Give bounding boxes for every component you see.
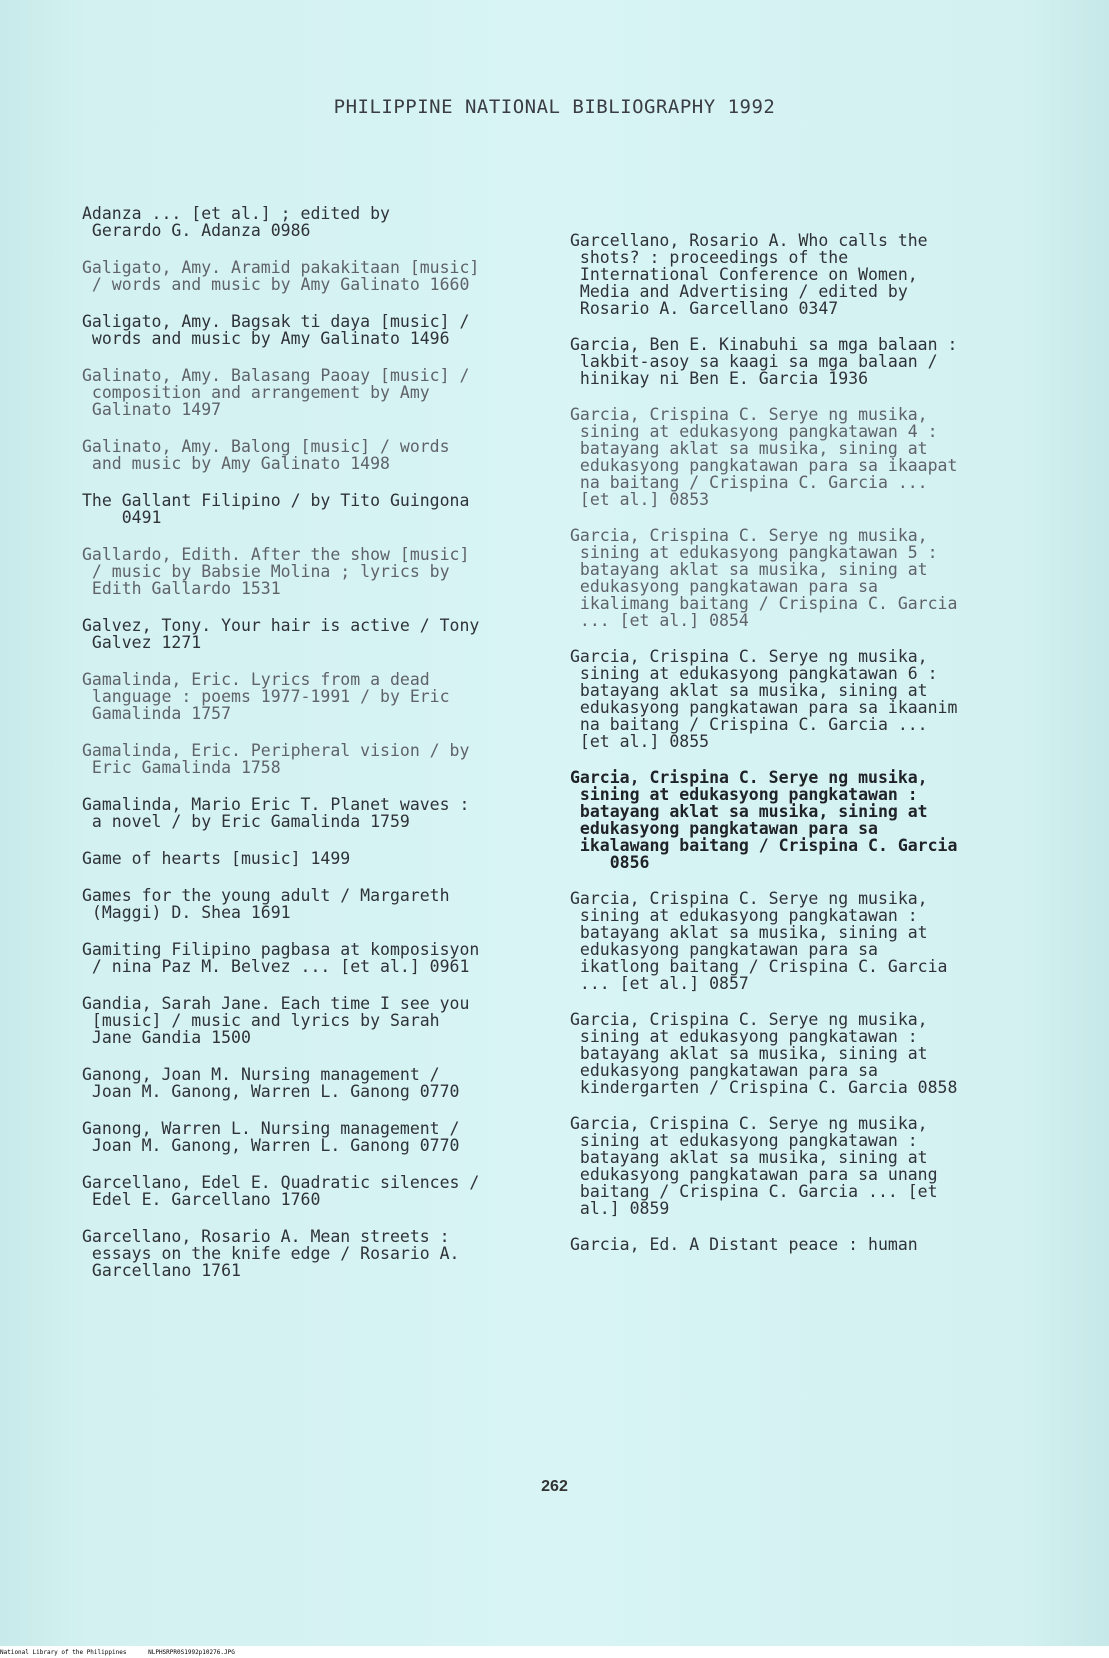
list-item: Gamalinda, Eric. Lyrics from a dead language : poems 1977-1991 / by Eric Gamalinda 1757 [82,670,450,723]
list-item: Garcia, Crispina C. Serye ng musika, sining at edukasyong pangkatawan : batayang aklat sa musika, sining at edukasyong pangkatawan para sa unang baitang / Crispina C. Garcia ... [et al.] 0859 [570,1114,938,1218]
list-item: Garcia, Crispina C. Serye ng musika, sining at edukasyong pangkatawan 4 : batayang aklat sa musika, sining at edukasyong pangkatawan para sa ikaapat na baitang / Crispina C. Garcia ... [et al.] 0853 [570,405,958,509]
scan-footer: National Library of the Philippines NLPHSRPR0S1992p10276.JPG [0,1648,1109,1658]
list-item: Galigato, Amy. Aramid pakakitaan [music] / words and music by Amy Galinato 1660 [82,258,480,294]
list-item: Games for the young adult / Margareth (Maggi) D. Shea 1691 [82,886,450,922]
list-item: Gamiting Filipino pagbasa at komposisyon / nina Paz M. Belvez ... [et al.] 0961 [82,940,480,976]
list-item: Ganong, Joan M. Nursing management / Joan M. Ganong, Warren L. Ganong 0770 [82,1065,460,1101]
list-item: Garcia, Ben E. Kinabuhi sa mga balaan : lakbit-asoy sa kaagi sa mga balaan / hinikay ni Ben E. Garcia 1936 [570,335,958,388]
list-item: Garcia, Ed. A Distant peace : human [570,1235,918,1254]
list-item: Gamalinda, Eric. Peripheral vision / by Eric Gamalinda 1758 [82,741,470,777]
list-item: Garcellano, Rosario A. Mean streets : essays on the knife edge / Rosario A. Garcellano 1761 [82,1227,460,1280]
list-item: Garcia, Crispina C. Serye ng musika, sining at edukasyong pangkatawan : batayang aklat sa musika, sining at edukasyong pangkatawan para sa kindergarten / Crispina C. Garcia 0858 [570,1010,958,1097]
list-item: Gamalinda, Mario Eric T. Planet waves : a novel / by Eric Gamalinda 1759 [82,795,470,831]
list-item: The Gallant Filipino / by Tito Guingona 0491 [82,491,470,527]
list-item: Galinato, Amy. Balasang Paoay [music] / composition and arrangement by Amy Galinato 1497 [82,366,470,419]
list-item: Garcia, Crispina C. Serye ng musika, sining at edukasyong pangkatawan 6 : batayang aklat sa musika, sining at edukasyong pangkatawan para sa ikaanim na baitang / Crispina C. Garcia ... [et al.] 0855 [570,647,958,751]
list-item: Gandia, Sarah Jane. Each time I see you [music] / music and lyrics by Sarah Jane Gandia 1500 [82,994,470,1047]
left-column [82,205,552,1299]
list-item: Galinato, Amy. Balong [music] / words and music by Amy Galinato 1498 [82,437,450,473]
list-item: Galigato, Amy. Bagsak ti daya [music] / words and music by Amy Galinato 1496 [82,312,470,348]
right-column [570,232,1040,1272]
list-item: Garcia, Crispina C. Serye ng musika, sining at edukasyong pangkatawan : batayang aklat sa musika, sining at edukasyong pangkatawan para sa ikatlong baitang / Crispina C. Garcia ... [et al.] 0857 [570,889,948,993]
list-item: Galvez, Tony. Your hair is active / Tony Galvez 1271 [82,616,480,652]
list-item: Ganong, Warren L. Nursing management / Joan M. Ganong, Warren L. Ganong 0770 [82,1119,460,1155]
page-number: 262 [541,1478,568,1495]
list-item: Garcia, Crispina C. Serye ng musika, sining at edukasyong pangkatawan 5 : batayang aklat sa musika, sining at edukasyong pangkatawan para sa ikalimang baitang / Crispina C. Garcia ... [et al.] 0854 [570,526,958,630]
list-item: Adanza ... [et al.] ; edited by Gerardo G. Adanza 0986 [82,204,390,240]
list-item: Garcia, Crispina C. Serye ng musika, sining at edukasyong pangkatawan : batayang aklat sa musika, sining at edukasyong pangkatawan para sa ikalawang baitang / Crispina C. Garcia 0856 [570,768,958,872]
list-item: Game of hearts [music] 1499 [82,849,351,868]
page-title: PHILIPPINE NATIONAL BIBLIOGRAPHY 1992 [333,96,776,118]
list-item: Garcellano, Rosario A. Who calls the shots? : proceedings of the International Conference on Women, Media and Advertising / edited by Rosario A. Garcellano 0347 [570,231,928,318]
list-item: Gallardo, Edith. After the show [music] / music by Babsie Molina ; lyrics by Edith Gallardo 1531 [82,545,470,598]
list-item: Garcellano, Edel E. Quadratic silences / Edel E. Garcellano 1760 [82,1173,480,1209]
